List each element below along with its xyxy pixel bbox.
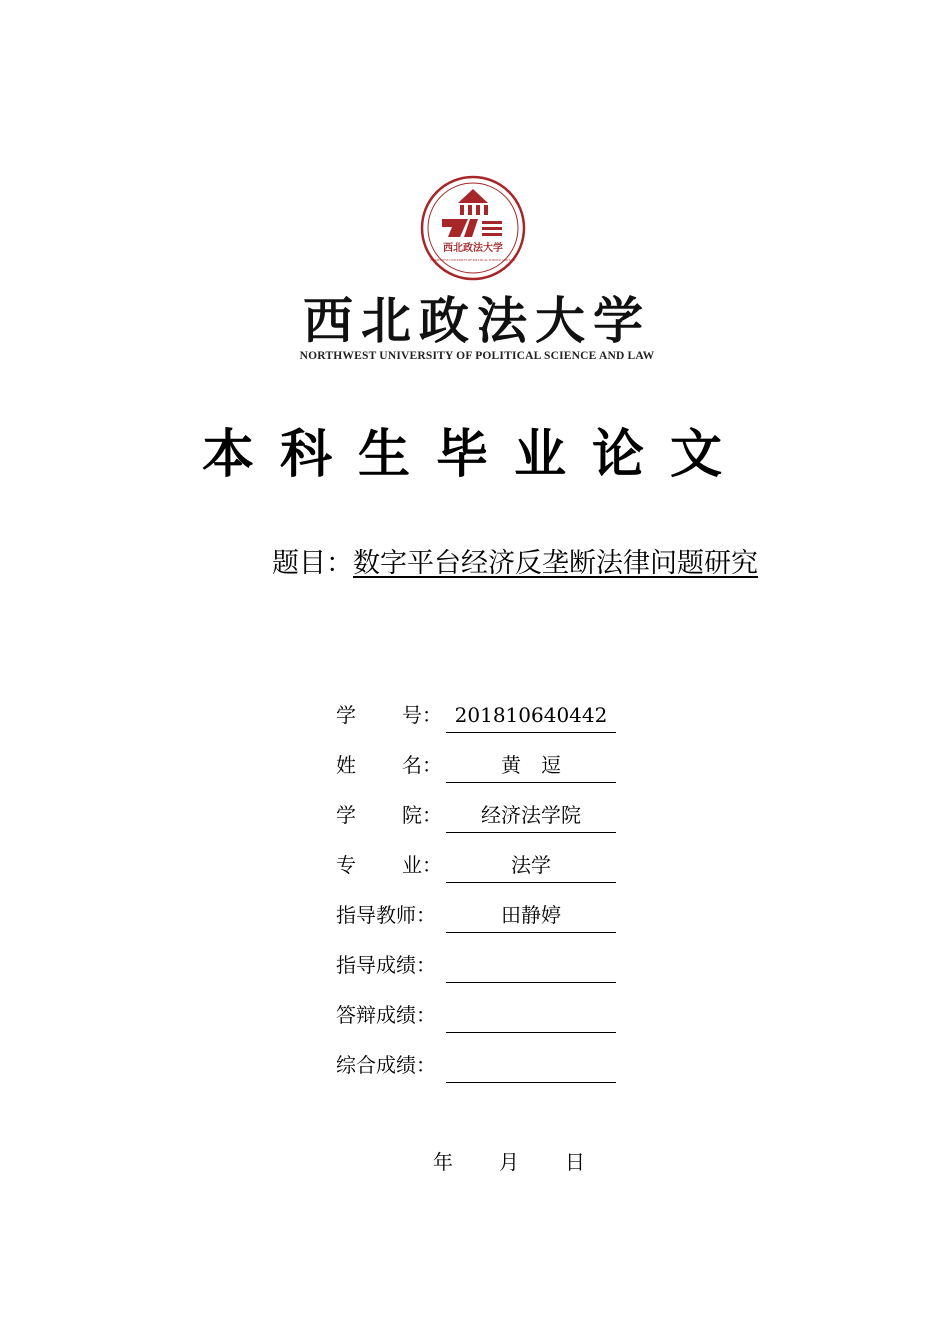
field-label: 名： (402, 753, 442, 777)
university-seal (420, 175, 526, 281)
field-label: 综合成绩： (336, 1053, 436, 1077)
field-advisor (336, 898, 656, 948)
field-value: 法学 (446, 848, 616, 883)
field-value (446, 948, 616, 983)
field-name (336, 748, 656, 798)
field-label: 号： (402, 703, 442, 727)
field-label: 学 (336, 803, 356, 827)
info-fields (336, 698, 656, 1098)
field-value (446, 1048, 616, 1083)
seal-text: 西北政法大学 (443, 243, 503, 254)
thesis-subject (272, 544, 758, 584)
date-month: 月 (499, 1150, 519, 1174)
field-student-id (336, 698, 656, 748)
field-label: 指导教师： (336, 903, 436, 927)
field-value (446, 998, 616, 1033)
page-title: 本科生毕业论文 (201, 425, 748, 485)
date-year: 年 (433, 1150, 453, 1174)
university-name-cn: 西北政法大学 (303, 291, 651, 350)
field-label: 答辩成绩： (336, 1003, 436, 1027)
field-label: 院： (402, 803, 442, 827)
date-day: 日 (565, 1150, 585, 1174)
subject-label: 题目： (272, 548, 353, 579)
field-label: 学 (336, 703, 356, 727)
field-label: 指导成绩： (336, 953, 436, 977)
field-college (336, 798, 656, 848)
field-defense-grade (336, 998, 656, 1048)
field-advisor-grade (336, 948, 656, 998)
field-label: 姓 (336, 753, 356, 777)
date-line (433, 1146, 585, 1175)
field-major (336, 848, 656, 898)
subject-value: 数字平台经济反垄断法律问题研究 (353, 548, 758, 579)
field-value: 田静婷 (446, 898, 616, 933)
seal-small-text: NORTHWEST UNIVERSITY OF POLITICAL SCIENCE AND LAW (430, 258, 516, 262)
field-label: 业： (402, 853, 442, 877)
field-label: 专 (336, 853, 356, 877)
field-value: 黄 逗 (446, 748, 616, 783)
university-name-en: NORTHWEST UNIVERSITY OF POLITICAL SCIENCE AND LAW (299, 350, 655, 362)
field-value: 201810640442 (446, 698, 616, 733)
field-value: 经济法学院 (446, 798, 616, 833)
field-overall-grade (336, 1048, 656, 1098)
